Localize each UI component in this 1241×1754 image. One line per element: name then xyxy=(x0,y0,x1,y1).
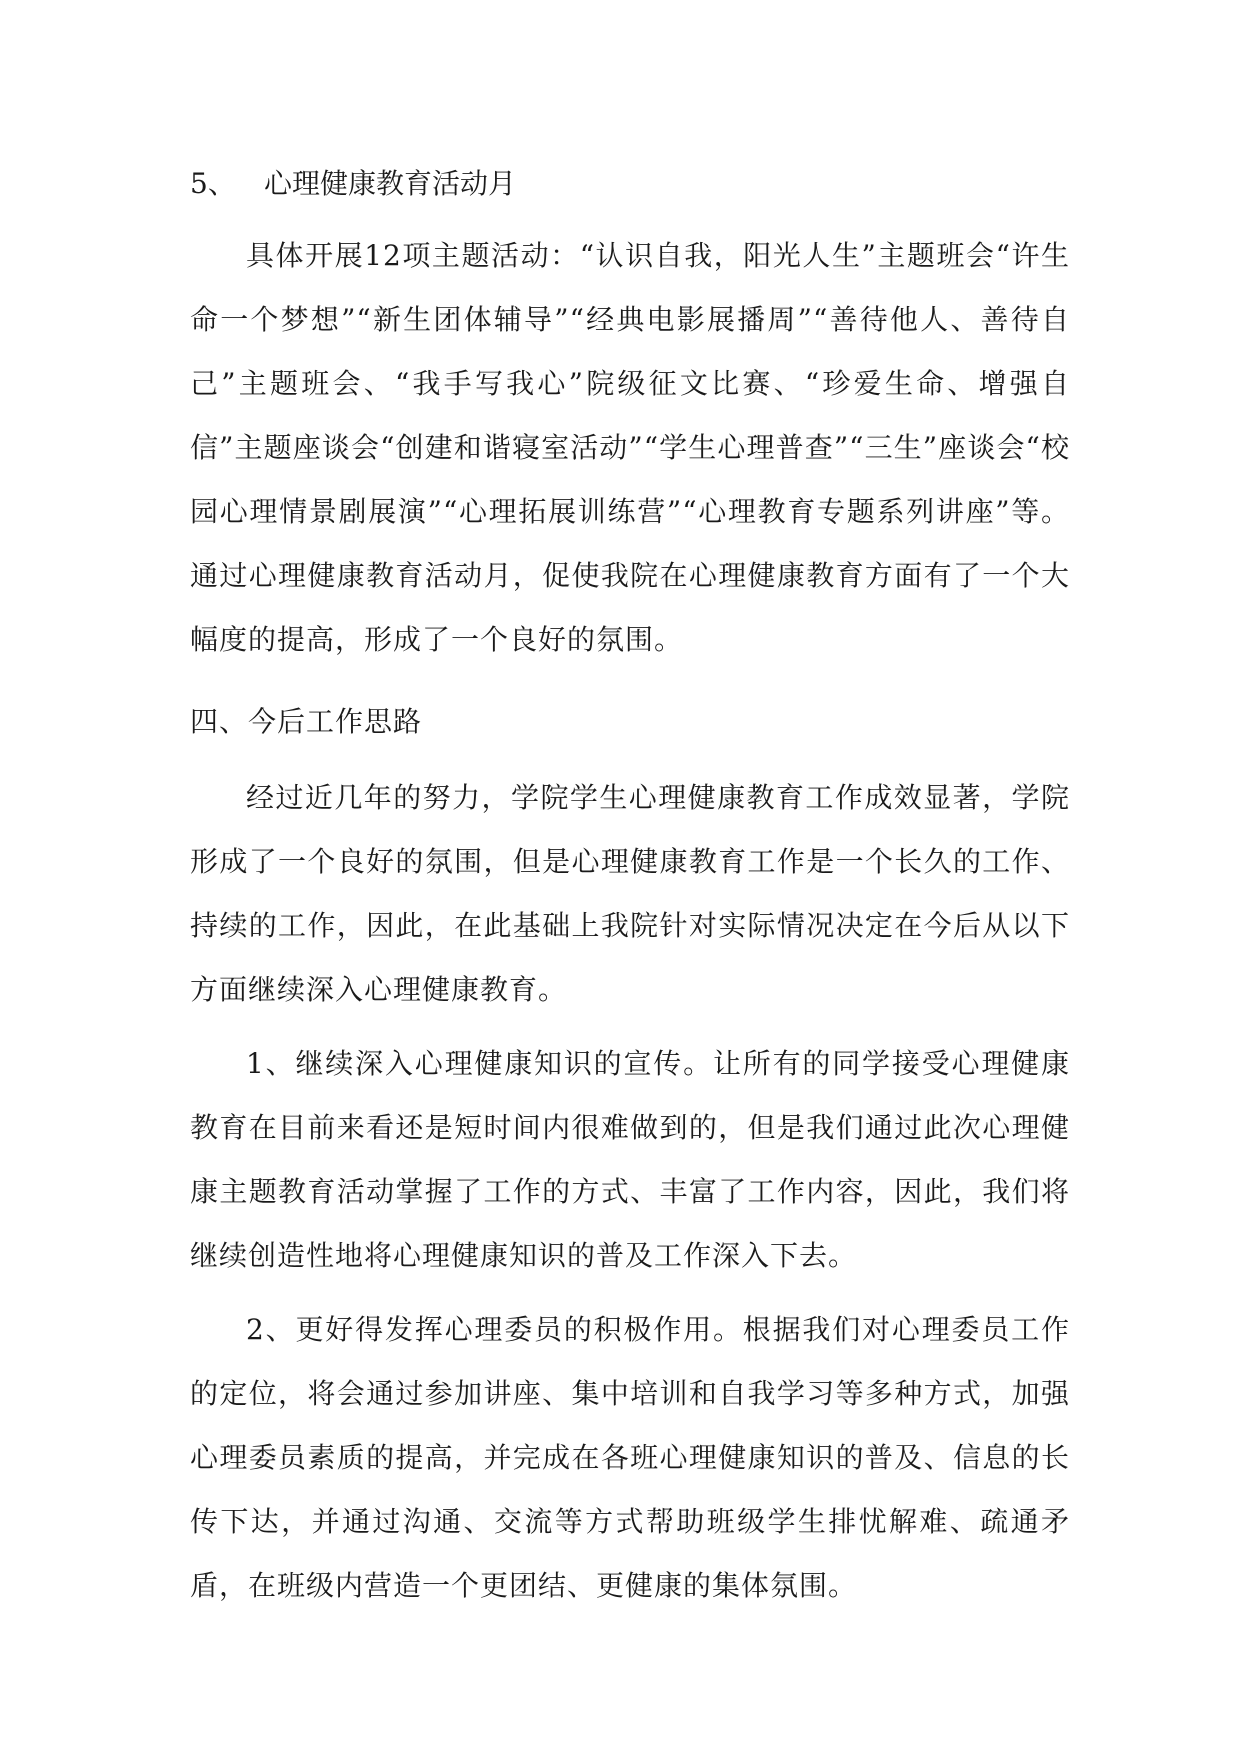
paragraph-point-2: 2、更好得发挥心理委员的积极作用。根据我们对心理委员工作的定位，将会通过参加讲座、集中培训和自我学习等多种方式，加强心理委员素质的提高，并完成在各班心理健康知识的普及、信息的长传下达，并通过沟通、交流等方式帮助班级学生排忧解难、疏通矛盾，在班级内营造一个更团结、更健康的集体氛围。 xyxy=(190,1313,1070,1602)
subheading-title: 心理健康教育活动月 xyxy=(264,167,517,200)
subheading-number: 5、 xyxy=(190,167,236,200)
subheading-5 xyxy=(190,162,1070,206)
section-title-future-work: 四、今后工作思路 xyxy=(190,705,423,738)
document-page xyxy=(190,150,1070,1618)
paragraph-activities: 具体开展12项主题活动：“认识自我，阳光人生”主题班会“许生命一个梦想”“新生团体辅导”“经典电影展播周”“善待他人、善待自己”主题班会、“我手写我心”院级征文比赛、“珍爱生命、增强自信”主题座谈会“创建和谐寝室活动”“学生心理普查”“三生”座谈会“校园心理情景剧展演”“心理拓展训练营”“心理教育专题系列讲座”等。通过心理健康教育活动月，促使我院在心理健康教育方面有了一个大幅度的提高，形成了一个良好的氛围。 xyxy=(190,239,1070,656)
paragraph-overview: 经过近几年的努力，学院学生心理健康教育工作成效显著，学院形成了一个良好的氛围，但是心理健康教育工作是一个长久的工作、持续的工作，因此，在此基础上我院针对实际情况决定在今后从以下方面继续深入心理健康教育。 xyxy=(190,781,1070,1006)
paragraph-point-1: 1、继续深入心理健康知识的宣传。让所有的同学接受心理健康教育在目前来看还是短时间内很难做到的，但是我们通过此次心理健康主题教育活动掌握了工作的方式、丰富了工作内容，因此，我们将继续创造性地将心理健康知识的普及工作深入下去。 xyxy=(190,1047,1070,1272)
